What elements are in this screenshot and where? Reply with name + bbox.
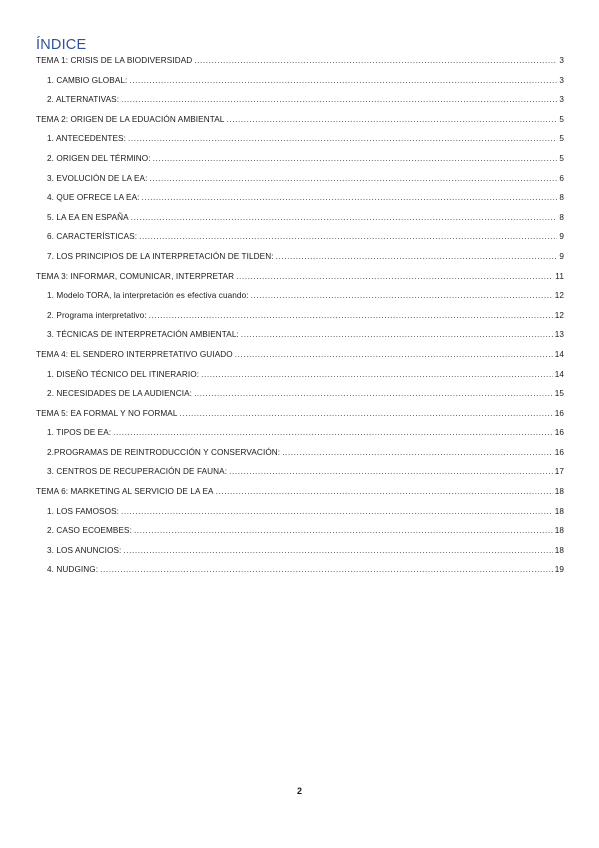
toc-entry-page: 16 (554, 408, 564, 418)
toc-dot-leader (153, 154, 558, 163)
toc-entry-page: 8 (559, 212, 564, 222)
toc-chapter-entry[interactable] (36, 272, 564, 292)
toc-entry-page: 9 (559, 251, 564, 261)
toc-dot-leader (236, 272, 553, 281)
toc-dot-leader (113, 428, 553, 437)
toc-entry-label: TEMA 3: INFORMAR, COMUNICAR, INTERPRETAR (36, 271, 235, 281)
toc-section-entry[interactable] (36, 252, 564, 272)
toc-entry-label: 7. LOS PRINCIPIOS DE LA INTERPRETACIÓN DE TILDEN: (47, 251, 274, 261)
toc-entry-label: 6. CARACTERÍSTICAS: (47, 232, 138, 242)
toc-chapter-entry[interactable] (36, 56, 564, 76)
toc-chapter-entry[interactable] (36, 409, 564, 429)
toc-dot-leader (180, 409, 553, 418)
toc-entry-label: 2. ALTERNATIVAS: (47, 95, 120, 105)
toc-entry-page: 3 (559, 56, 564, 65)
toc-dot-leader (123, 546, 552, 555)
toc-entry-label: 1. CAMBIO GLOBAL: (47, 75, 128, 85)
toc-entry-page: 5 (559, 114, 564, 124)
toc-entry-label: 3. EVOLUCIÓN DE LA EA: (47, 173, 148, 183)
toc-dot-leader (276, 252, 558, 261)
toc-entry-label: 1. LOS FAMOSOS: (47, 506, 120, 516)
toc-entry-page: 18 (554, 487, 564, 497)
toc-dot-leader (201, 370, 553, 379)
toc-section-entry[interactable] (36, 311, 564, 331)
toc-section-entry[interactable] (36, 526, 564, 546)
toc-entry-label: TEMA 2: ORIGEN DE LA EDUACIÓN AMBIENTAL (36, 114, 225, 124)
toc-entry-page: 19 (554, 565, 564, 575)
toc-dot-leader (194, 389, 553, 398)
page-title: ÍNDICE (36, 37, 87, 53)
page-number: 2 (296, 786, 302, 796)
toc-section-entry[interactable] (36, 370, 564, 390)
toc-entry-page: 12 (554, 310, 564, 320)
toc-entry-label: 4. NUDGING: (47, 565, 99, 575)
toc-entry-label: TEMA 6: MARKETING AL SERVICIO DE LA EA (36, 487, 214, 497)
toc-entry-label: 1. TIPOS DE EA: (47, 428, 112, 438)
toc-section-entry[interactable] (36, 291, 564, 311)
toc-section-entry[interactable] (36, 154, 564, 174)
toc-entry-page: 18 (554, 545, 564, 555)
toc-section-entry[interactable] (36, 174, 564, 194)
toc-section-entry[interactable] (36, 95, 564, 115)
toc-entry-label: 3. TÉCNICAS DE INTERPRETACIÓN AMBIENTAL: (47, 330, 239, 340)
toc-entry-page: 8 (559, 193, 564, 203)
toc-chapter-entry[interactable] (36, 350, 564, 370)
toc-section-entry[interactable] (36, 565, 564, 585)
toc-section-entry[interactable] (36, 448, 564, 468)
toc-entry-page: 14 (554, 349, 564, 359)
toc-dot-leader (149, 311, 553, 320)
toc-entry-page: 14 (554, 369, 564, 379)
toc-dot-leader (241, 330, 553, 339)
toc-entry-label: 4. QUE OFRECE LA EA: (47, 193, 140, 203)
toc-dot-leader (235, 350, 553, 359)
toc-entry-label: TEMA 5: EA FORMAL Y NO FORMAL (36, 408, 178, 418)
toc-chapter-entry[interactable] (36, 487, 564, 507)
toc-dot-leader (216, 487, 553, 496)
toc-section-entry[interactable] (36, 389, 564, 409)
toc-entry-label: 5. LA EA EN ESPAÑA (47, 212, 129, 222)
toc-chapter-entry[interactable] (36, 115, 564, 135)
toc-dot-leader (229, 467, 553, 476)
table-of-contents (36, 56, 564, 585)
toc-entry-page: 18 (554, 526, 564, 536)
toc-dot-leader (194, 56, 557, 65)
toc-entry-label: 3. LOS ANUNCIOS: (47, 545, 122, 555)
toc-entry-page: 5 (559, 134, 564, 144)
toc-entry-label: 2. NECESIDADES DE LA AUDIENCIA: (47, 389, 193, 399)
toc-entry-page: 3 (559, 95, 564, 105)
toc-dot-leader (131, 213, 558, 222)
toc-section-entry[interactable] (36, 213, 564, 233)
toc-dot-leader (139, 232, 557, 241)
toc-section-entry[interactable] (36, 76, 564, 96)
toc-section-entry[interactable] (36, 546, 564, 566)
toc-entry-page: 16 (554, 428, 564, 438)
toc-entry-page: 17 (554, 467, 564, 477)
toc-entry-page: 5 (559, 153, 564, 163)
toc-section-entry[interactable] (36, 134, 564, 154)
toc-entry-page: 12 (554, 291, 564, 301)
toc-entry-label: 1. DISEÑO TÉCNICO DEL ITINERARIO: (47, 369, 200, 379)
toc-section-entry[interactable] (36, 193, 564, 213)
toc-entry-page: 6 (559, 173, 564, 183)
toc-section-entry[interactable] (36, 330, 564, 350)
toc-entry-label: 1. ANTECEDENTES: (47, 134, 126, 144)
toc-entry-label: TEMA 1: CRISIS DE LA BIODIVERSIDAD (36, 56, 193, 65)
toc-dot-leader (121, 95, 557, 104)
toc-dot-leader (128, 134, 557, 143)
toc-dot-leader (121, 507, 553, 516)
toc-section-entry[interactable] (36, 507, 564, 527)
toc-dot-leader (134, 526, 553, 535)
toc-entry-label: TEMA 4: EL SENDERO INTERPRETATIVO GUIADO (36, 349, 233, 359)
toc-dot-leader (226, 115, 557, 124)
toc-section-entry[interactable] (36, 232, 564, 252)
toc-entry-page: 15 (554, 389, 564, 399)
toc-section-entry[interactable] (36, 467, 564, 487)
toc-entry-label: 2. Programa interpretativo: (47, 310, 147, 320)
toc-entry-page: 3 (559, 75, 564, 85)
toc-dot-leader (100, 565, 553, 574)
toc-entry-label: 2. CASO ECOEMBES: (47, 526, 132, 536)
toc-entry-page: 16 (554, 447, 564, 457)
toc-entry-page: 13 (554, 330, 564, 340)
toc-entry-label: 2.PROGRAMAS DE REINTRODUCCIÓN Y CONSERVACIÓN: (47, 447, 281, 457)
toc-dot-leader (282, 448, 553, 457)
toc-entry-label: 1. Modelo TORA, la interpretación es efectiva cuando: (47, 291, 249, 301)
toc-dot-leader (142, 193, 558, 202)
toc-dot-leader (251, 291, 553, 300)
toc-section-entry[interactable] (36, 428, 564, 448)
toc-entry-page: 11 (555, 271, 564, 281)
toc-dot-leader (150, 174, 558, 183)
toc-entry-label: 2. ORIGEN DEL TÉRMINO: (47, 153, 151, 163)
toc-entry-page: 18 (554, 506, 564, 516)
toc-dot-leader (129, 76, 557, 85)
toc-entry-label: 3. CENTROS DE RECUPERACIÓN DE FAUNA: (47, 467, 228, 477)
toc-entry-page: 9 (559, 232, 564, 242)
